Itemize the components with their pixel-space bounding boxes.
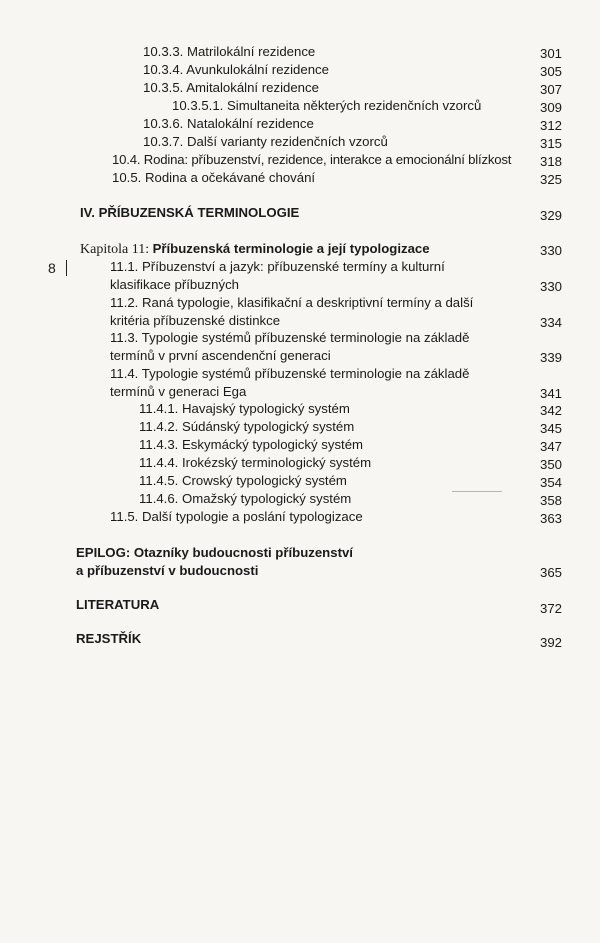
toc-entry-page: 312: [539, 118, 562, 133]
toc-entry-title: 11.4.5. Crowský typologický systém: [139, 473, 347, 488]
toc-entry-title: 10.3.5.1. Simultaneita některých rezidenčních vzorců: [172, 98, 482, 113]
toc-entry-page: 307: [539, 82, 562, 97]
print-smudge: [452, 491, 502, 492]
toc-entry-page: 330: [539, 279, 562, 294]
toc-entry-title: 10.4. Rodina: příbuzenství, rezidence, interakce a emocionální blízkost: [112, 152, 512, 167]
index-heading: REJSTŘÍK: [76, 631, 142, 646]
toc-entry-page: 318: [539, 154, 562, 169]
epilog-heading: EPILOG: Otazníky budoucnosti příbuzenství: [76, 545, 353, 560]
toc-entry-title-cont: kritéria příbuzenské distinkce: [110, 313, 281, 328]
chapter-label: Kapitola 11:: [80, 242, 153, 257]
toc-entry-title-cont: termínů v generaci Ega: [110, 384, 247, 399]
toc-entry-page: 342: [539, 403, 562, 418]
toc-entry-title-cont: termínů v první ascendenční generaci: [110, 348, 331, 363]
toc-entry-page: 363: [539, 511, 562, 526]
toc-entry-page: 301: [539, 46, 562, 61]
toc-entry-title: 10.3.6. Natalokální rezidence: [143, 116, 314, 131]
toc-entry-page: 305: [539, 64, 562, 79]
toc-entry-title: 11.3. Typologie systémů příbuzenské terminologie na základě: [110, 330, 470, 345]
chapter-title: Příbuzenská terminologie a její typologizace: [152, 241, 430, 256]
toc-entry-page: 341: [539, 386, 562, 401]
toc-entry-page: 329: [539, 208, 562, 223]
toc-entry-title: 10.3.3. Matrilokální rezidence: [143, 44, 316, 59]
toc-entry-page: 315: [539, 136, 562, 151]
toc-entry-title: 11.4.3. Eskymácký typologický systém: [139, 437, 364, 452]
part-heading: IV. PŘÍBUZENSKÁ TERMINOLOGIE: [80, 205, 300, 220]
toc-entry-title: 11.4.1. Havajský typologický systém: [139, 401, 350, 416]
toc-entry-title: 10.3.7. Další varianty rezidenčních vzorců: [143, 134, 388, 149]
toc-entry-page: 392: [539, 635, 562, 650]
toc-entry-page: 350: [539, 457, 562, 472]
folio-divider: [66, 260, 67, 276]
toc-entry-title: 11.2. Raná typologie, klasifikační a deskriptivní termíny a další: [110, 295, 474, 310]
toc-entry-title: 10.3.4. Avunkulokální rezidence: [143, 62, 329, 77]
toc-entry-title: 11.5. Další typologie a poslání typologizace: [110, 509, 363, 524]
toc-entry-page: 334: [539, 315, 562, 330]
toc-entry-page: 347: [539, 439, 562, 454]
toc-entry-page: 358: [539, 493, 562, 508]
toc-entry-title: 10.5. Rodina a očekávané chování: [112, 170, 316, 185]
toc-entry-page: 330: [539, 243, 562, 258]
toc-entry-page: 309: [539, 100, 562, 115]
toc-entry-title: 11.4.4. Irokézský terminologický systém: [139, 455, 372, 470]
toc-entry-page: 339: [539, 350, 562, 365]
toc-entry-title: 11.4.2. Súdánský typologický systém: [139, 419, 355, 434]
toc-entry-page: 345: [539, 421, 562, 436]
toc-entry-title-cont: klasifikace příbuzných: [110, 277, 240, 292]
toc-entry-page: 372: [539, 601, 562, 616]
toc-entry-title: 11.4.6. Omažský typologický systém: [139, 491, 352, 506]
toc-entry-page: 354: [539, 475, 562, 490]
toc-entry-title: 11.1. Příbuzenství a jazyk: příbuzenské termíny a kulturní: [110, 259, 445, 274]
toc-entry-page: 325: [539, 172, 562, 187]
chapter-heading: [80, 240, 430, 258]
epilog-heading-cont: a příbuzenství v budoucnosti: [76, 563, 259, 578]
literature-heading: LITERATURA: [76, 597, 160, 612]
toc-entry-title: 10.3.5. Amitalokální rezidence: [143, 80, 319, 95]
toc-entry-page: 365: [539, 565, 562, 580]
page-number: 8: [48, 260, 56, 276]
toc-entry-title: 11.4. Typologie systémů příbuzenské terminologie na základě: [110, 366, 470, 381]
